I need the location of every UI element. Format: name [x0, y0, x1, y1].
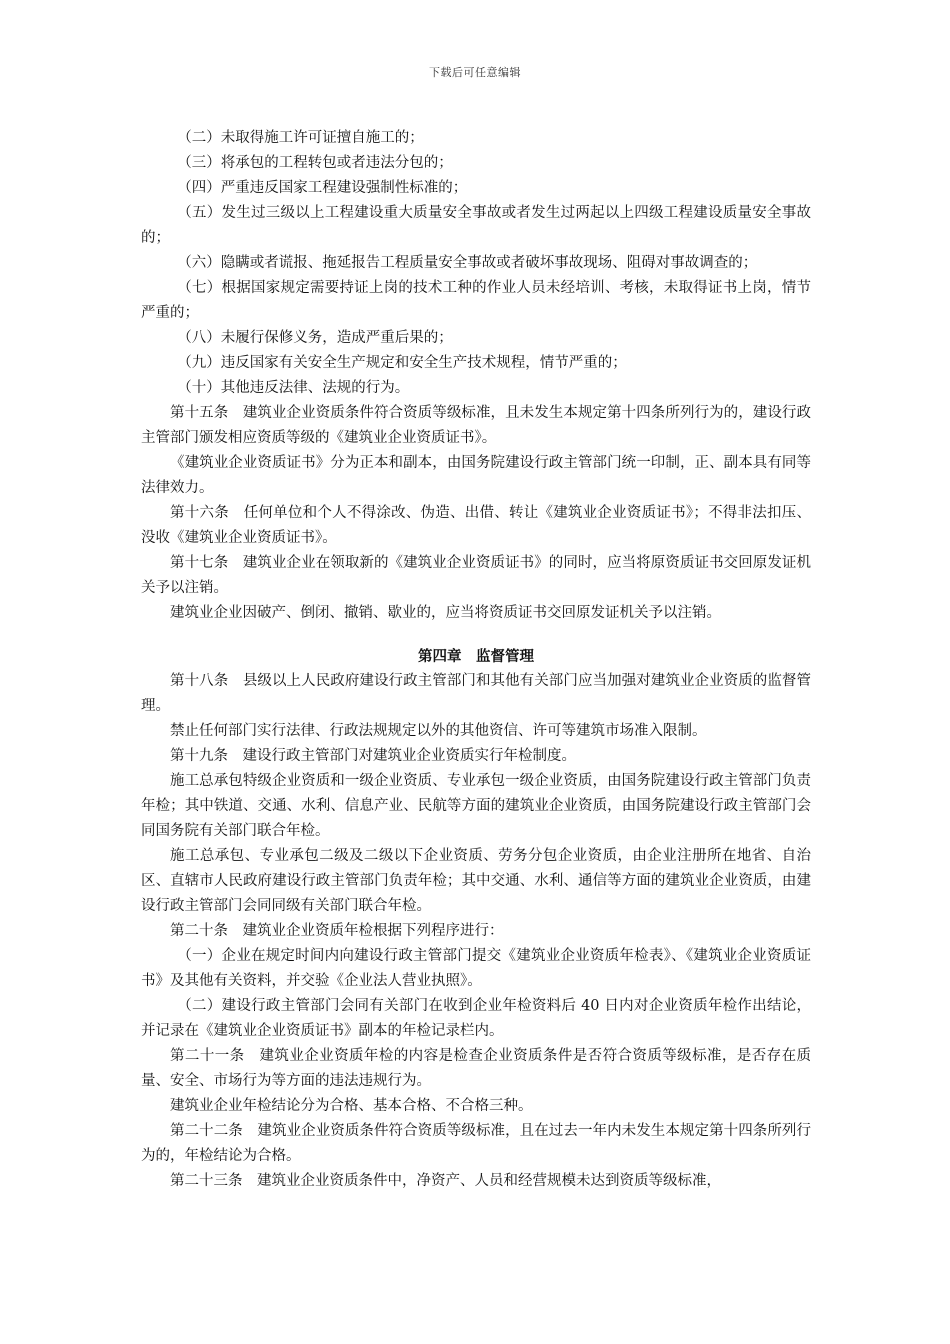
list-item: （二）未取得施工许可证擅自施工的；	[177, 130, 424, 146]
list-item: （四）严重违反国家工程建设强制性标准的；	[177, 180, 468, 196]
article-paragraph: 建筑业企业因破产、倒闭、撤销、歇业的，应当将资质证书交回原发证机关予以注销。	[170, 605, 721, 621]
page-header: 下载后可任意编辑	[429, 66, 521, 79]
article-paragraph: 禁止任何部门实行法律、行政法规规定以外的其他资信、许可等建筑市场准入限制。	[170, 723, 707, 739]
article-paragraph: 第二十二条 建筑业企业资质条件符合资质等级标准，且在过去一年内未发生本规定第十四条所列行为的，年检结论为合格。	[141, 1123, 811, 1164]
article-paragraph: 第二十三条 建筑业企业资质条件中，净资产、人员和经营规模未达到资质等级标准，	[170, 1173, 721, 1189]
list-item: （七）根据国家规定需要持证上岗的技术工种的作业人员未经培训、考核，未取得证书上岗，情节严重的；	[141, 280, 811, 321]
chapter-heading: 第四章 监督管理	[418, 648, 534, 665]
list-item: （一）企业在规定时间内向建设行政主管部门提交《建筑业企业资质年检表》、《建筑业企业资质证书》及其他有关资料，并交验《企业法人营业执照》。	[141, 948, 811, 989]
article-paragraph: 第二十一条 建筑业企业资质年检的内容是检查企业资质条件是否符合资质等级标准，是否存在质量、安全、市场行为等方面的违法违规行为。	[141, 1048, 811, 1089]
list-item: （三）将承包的工程转包或者违法分包的；	[177, 155, 453, 171]
list-item: （二）建设行政主管部门会同有关部门在收到企业年检资料后 40 日内对企业资质年检作出结论，并记录在《建筑业企业资质证书》副本的年检记录栏内。	[141, 998, 811, 1039]
article-paragraph: 第二十条 建筑业企业资质年检根据下列程序进行：	[170, 923, 504, 939]
article-paragraph: 第十七条 建筑业企业在领取新的《建筑业企业资质证书》的同时，应当将原资质证书交回原发证机关予以注销。	[141, 555, 811, 596]
list-item: （八）未履行保修义务，造成严重后果的；	[177, 330, 453, 346]
article-paragraph: 第十八条 县级以上人民政府建设行政主管部门和其他有关部门应当加强对建筑业企业资质的监督管理。	[141, 673, 811, 714]
list-item: （六）隐瞒或者谎报、拖延报告工程质量安全事故或者破坏事故现场、阻碍对事故调查的；	[177, 255, 758, 271]
article-paragraph: 第十五条 建筑业企业资质条件符合资质等级标准，且未发生本规定第十四条所列行为的，建设行政主管部门颁发相应资质等级的《建筑业企业资质证书》。	[141, 405, 811, 446]
article-paragraph: 《建筑业企业资质证书》分为正本和副本，由国务院建设行政主管部门统一印制，正、副本具有同等法律效力。	[141, 455, 811, 496]
document-body	[141, 126, 811, 1194]
article-paragraph: 施工总承包、专业承包二级及二级以下企业资质、劳务分包企业资质，由企业注册所在地省、自治区、直辖市人民政府建设行政主管部门负责年检；其中交通、水利、通信等方面的建筑业企业资质，由建设行政主管部门会同同级有关部门联合年检。	[141, 848, 811, 914]
list-item: （九）违反国家有关安全生产规定和安全生产技术规程，情节严重的；	[177, 355, 627, 371]
article-paragraph: 第十六条 任何单位和个人不得涂改、伪造、出借、转让《建筑业企业资质证书》；不得非法扣压、没收《建筑业企业资质证书》。	[141, 505, 811, 546]
article-paragraph: 建筑业企业年检结论分为合格、基本合格、不合格三种。	[170, 1098, 533, 1114]
list-item: （五）发生过三级以上工程建设重大质量安全事故或者发生过两起以上四级工程建设质量安全事故的；	[141, 205, 811, 246]
article-paragraph: 施工总承包特级企业资质和一级企业资质、专业承包一级企业资质，由国务院建设行政主管部门负责年检；其中铁道、交通、水利、信息产业、民航等方面的建筑业企业资质，由国务院建设行政主管部门会同国务院有关部门联合年检。	[141, 773, 811, 839]
list-item: （十）其他违反法律、法规的行为。	[177, 380, 410, 396]
article-paragraph: 第十九条 建设行政主管部门对建筑业企业资质实行年检制度。	[170, 748, 576, 764]
